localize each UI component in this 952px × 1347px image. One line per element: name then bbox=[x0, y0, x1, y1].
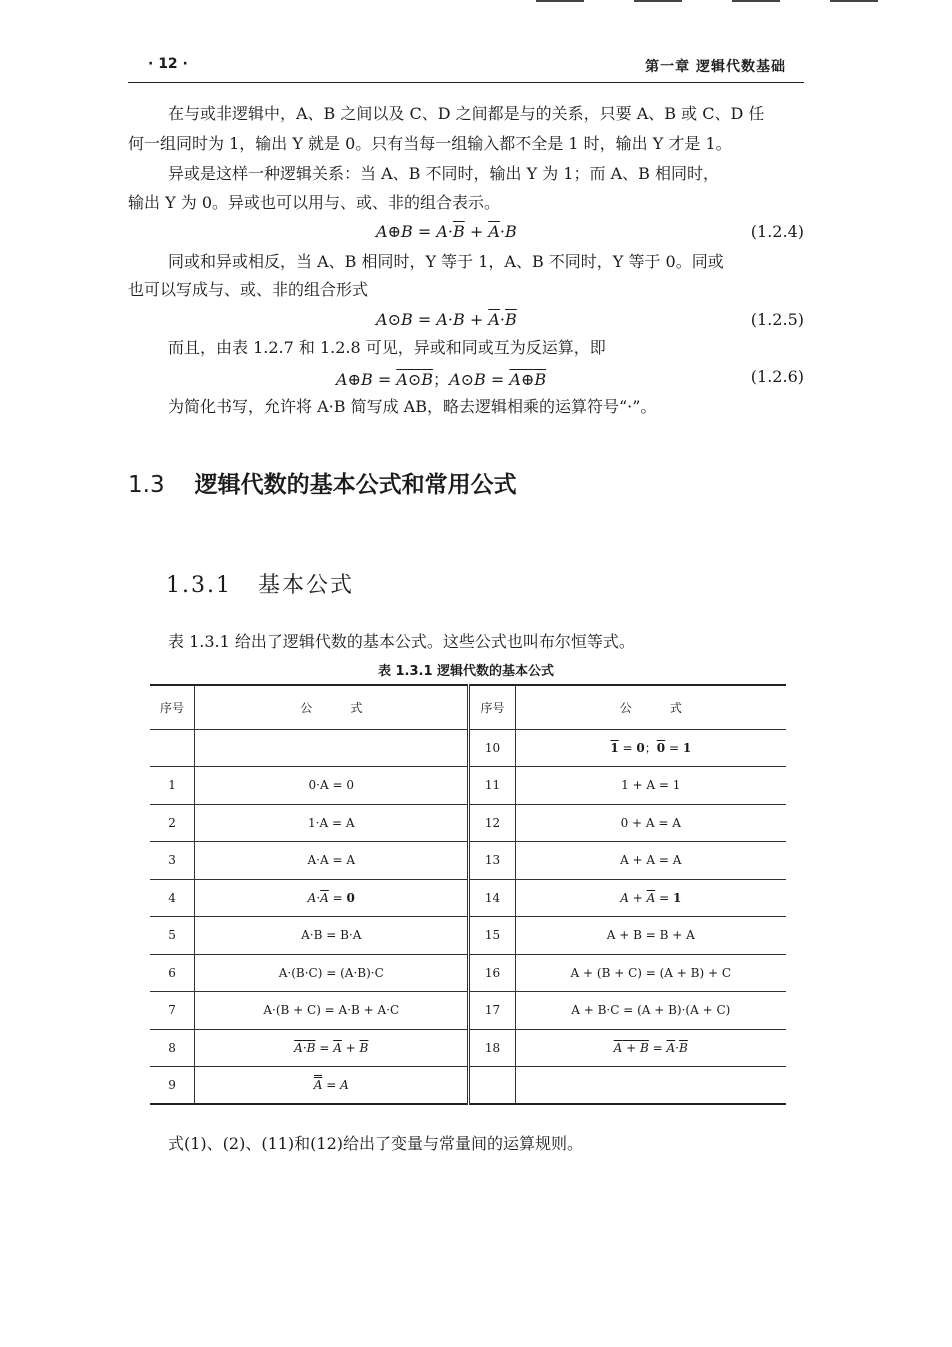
row-index bbox=[150, 729, 195, 767]
equation-number: (1.2.5) bbox=[750, 310, 804, 329]
formula-table bbox=[150, 684, 786, 1105]
row-index: 2 bbox=[150, 804, 195, 842]
row-index: 3 bbox=[150, 842, 195, 880]
subsection-title: 基本公式 bbox=[257, 573, 354, 598]
formula-cell: A + A = A bbox=[515, 842, 786, 880]
formula-cell: $\overline{A} = A$ bbox=[195, 1067, 469, 1105]
table-row bbox=[150, 767, 786, 805]
row-index: 4 bbox=[150, 879, 195, 917]
header-formula: 公 式 bbox=[195, 685, 469, 729]
equation-expression: A⊕B = $A\cdot\overline{B} + \overline{A}\cdot B$ bbox=[376, 222, 517, 241]
formula-cell: $A\cdot\overline{A} = 0$ bbox=[195, 879, 469, 917]
table-caption: 表 1.3.1 逻辑代数的基本公式 bbox=[377, 664, 555, 679]
page-number: · 12 · bbox=[148, 56, 188, 72]
table-row bbox=[150, 917, 786, 955]
formula-cell bbox=[515, 1067, 786, 1105]
subsection-heading bbox=[166, 568, 354, 599]
page-header bbox=[128, 50, 804, 83]
equation-number: (1.2.6) bbox=[750, 367, 804, 386]
row-index bbox=[469, 1067, 515, 1105]
top-edge-marks bbox=[0, 0, 952, 6]
formula-cell: A·(B·C) = (A·B)·C bbox=[195, 954, 469, 992]
formula-cell: A·B = B·A bbox=[195, 917, 469, 955]
equation-expression: A⊙B = $A\cdot B + \overline{A}\cdot\overline{B}$ bbox=[376, 310, 517, 329]
formula-cell: A + B·C = (A + B)·(A + C) bbox=[515, 992, 786, 1030]
row-index: 8 bbox=[150, 1029, 195, 1067]
formula-cell: $A + \overline{A} = 1$ bbox=[515, 879, 786, 917]
row-index: 13 bbox=[469, 842, 515, 880]
table-header-row bbox=[150, 685, 786, 729]
row-index: 12 bbox=[469, 804, 515, 842]
row-index: 14 bbox=[469, 879, 515, 917]
paragraph-line: 异或是这样一种逻辑关系：当 A、B 不同时，输出 Y 为 1；而 A、B 相同时， bbox=[168, 164, 719, 183]
table-row bbox=[150, 879, 786, 917]
paragraph-line: 在与或非逻辑中，A、B 之间以及 C、D 之间都是与的关系，只要 A、B 或 C、D 任 bbox=[168, 104, 765, 123]
row-index: 16 bbox=[469, 954, 515, 992]
formula-cell: A·A = A bbox=[195, 842, 469, 880]
section-title: 逻辑代数的基本公式和常用公式 bbox=[194, 472, 517, 498]
header-index-2: 序号 bbox=[469, 685, 515, 729]
paragraph-line: 输出 Y 为 0。异或也可以用与、或、非的组合表示。 bbox=[128, 193, 501, 212]
equation-number: (1.2.4) bbox=[750, 222, 804, 241]
subsection-number: 1.3.1 bbox=[166, 573, 232, 598]
formula-cell bbox=[195, 729, 469, 767]
equation-1-2-4 bbox=[128, 222, 804, 244]
row-index: 18 bbox=[469, 1029, 515, 1067]
equation-expression: A⊕B = A⊙B；A⊙B = A⊕B bbox=[336, 370, 547, 389]
paragraph-line: 为简化书写，允许将 A·B 简写成 AB，略去逻辑相乘的运算符号“·”。 bbox=[168, 397, 657, 416]
row-index: 1 bbox=[150, 767, 195, 805]
row-index: 5 bbox=[150, 917, 195, 955]
table-row bbox=[150, 954, 786, 992]
formula-cell: 1 + A = 1 bbox=[515, 767, 786, 805]
equation-1-2-5 bbox=[128, 310, 804, 332]
formula-cell: $A + B = \overline{A}\cdot\overline{B}$ bbox=[515, 1029, 786, 1067]
paragraph-line: 式(1)、(2)、(11)和(12)给出了变量与常量间的运算规则。 bbox=[168, 1134, 584, 1153]
table-row bbox=[150, 804, 786, 842]
header-formula-2: 公 式 bbox=[515, 685, 786, 729]
paragraph-line: 表 1.3.1 给出了逻辑代数的基本公式。这些公式也叫布尔恒等式。 bbox=[168, 632, 635, 651]
formula-cell: $A\cdot B = \overline{A} + \overline{B}$ bbox=[195, 1029, 469, 1067]
formula-cell: 1·A = A bbox=[195, 804, 469, 842]
row-index: 6 bbox=[150, 954, 195, 992]
paragraph-line: 也可以写成与、或、非的组合形式 bbox=[128, 280, 369, 299]
table-row bbox=[150, 1067, 786, 1105]
row-index: 9 bbox=[150, 1067, 195, 1105]
table-row bbox=[150, 992, 786, 1030]
row-index: 7 bbox=[150, 992, 195, 1030]
table-row bbox=[150, 729, 786, 767]
formula-cell: A·(B + C) = A·B + A·C bbox=[195, 992, 469, 1030]
chapter-title: 第一章 逻辑代数基础 bbox=[645, 59, 786, 75]
header-index: 序号 bbox=[150, 685, 195, 729]
paragraph-line: 而且，由表 1.2.7 和 1.2.8 可见，异或和同或互为反运算，即 bbox=[168, 338, 606, 357]
formula-cell: A + (B + C) = (A + B) + C bbox=[515, 954, 786, 992]
formula-cell: 1 = 0；0 = 1 bbox=[515, 729, 786, 767]
paragraph-line: 同或和异或相反，当 A、B 相同时，Y 等于 1，A、B 不同时，Y 等于 0。同或 bbox=[168, 252, 724, 271]
equation-1-2-6 bbox=[128, 367, 804, 389]
table-row bbox=[150, 1029, 786, 1067]
section-number: 1.3 bbox=[128, 472, 165, 498]
table-row bbox=[150, 842, 786, 880]
row-index: 15 bbox=[469, 917, 515, 955]
section-heading bbox=[128, 466, 517, 499]
row-index: 11 bbox=[469, 767, 515, 805]
formula-cell: 0 + A = A bbox=[515, 804, 786, 842]
formula-cell: 0·A = 0 bbox=[195, 767, 469, 805]
row-index: 17 bbox=[469, 992, 515, 1030]
row-index: 10 bbox=[469, 729, 515, 767]
paragraph-line: 何一组同时为 1，输出 Y 就是 0。只有当每一组输入都不全是 1 时，输出 Y 才是 1。 bbox=[128, 134, 732, 153]
formula-cell: A + B = B + A bbox=[515, 917, 786, 955]
